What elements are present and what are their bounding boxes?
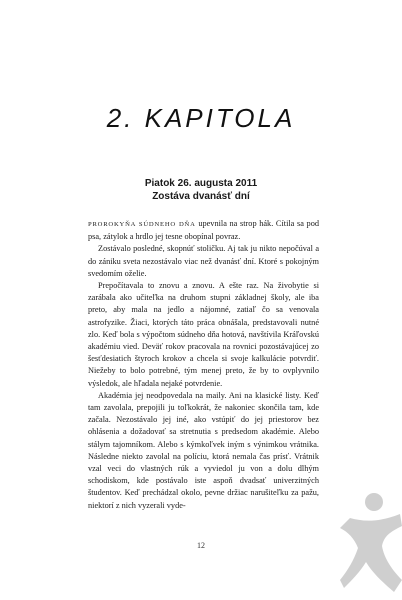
paragraph-text: upevnila na strop hák. Cítila sa pod psa, zátylok a hrdlo jej tesne obopínal povraz. [88, 219, 319, 242]
page-number: 12 [197, 541, 205, 550]
heading-date: Piatok 26. augusta 2011 [144, 178, 258, 189]
section-heading [0, 177, 402, 203]
paragraph [88, 218, 319, 243]
paragraph: Akadémia jej neodpovedala na maily. Ani na klasické listy. Keď tam zavolala, prepojili ju toľkokrát, že nakoniec skončila tam, kde začala. Nezostávalo jej iné, ako vstúpiť do jej priestorov bez ohlásenia a dožadovať sa stretnutia s predsedom akadémie. Alebo stálym tajomníkom. Alebo s kýmkoľvek iným s výnimkou vrátnika. Následne niekto zavolal na políciu, ktorá nemala čas prísť. Vrátnik vzal veci do vlastných rúk a vyviedol ju von a dolu dlhým schodiskom, kde postávalo iste aspoň dvadsať univerzitných študentov. Keď prechádzal okolo, pevne držiac narušiteľku za pažu, niektorí z nich vyzerali vyde- [88, 390, 319, 510]
heading-subtitle: Zostáva dvanásť dní [152, 191, 250, 202]
paragraph-lead-smallcaps: PROROKYŇA SÚDNEHO DŇA [88, 221, 196, 228]
body-text [88, 218, 319, 512]
paragraph: Zostávalo posledné, skopnúť stoličku. Aj tak ju nikto nepočúval a do zániku sveta nezostávalo viac než dvanásť dní. Ktoré s pokojným svedomím oželie. [88, 244, 319, 278]
paragraph: Prepočítavala to znovu a znovu. A ešte raz. Na živobytie si zarábala ako učiteľka na druhom stupni základnej školy, ale iba preto, aby mala na jedlo a nájomné, zatiaľ čo sa venovala astrofyzike. Žiaci, ktorých táto práca obnášala, predstavovali nutné zlo. Keď bola s výpočtom súdneho dňa hotová, navštívila Kráľovskú akadémiu vied. Deväť rokov pracovala na rovnici pozostávajúcej zo šesťdesiatich štyroch krokov a chcela si svoje kalkulácie potvrdiť. Niežeby to bolo potrebné, tým menej preto, že by to ovplyvnilo výsledok, ale hľadala nejaké potvrdenie. [88, 281, 319, 388]
chapter-title: 2. KAPITOLA [106, 103, 296, 133]
